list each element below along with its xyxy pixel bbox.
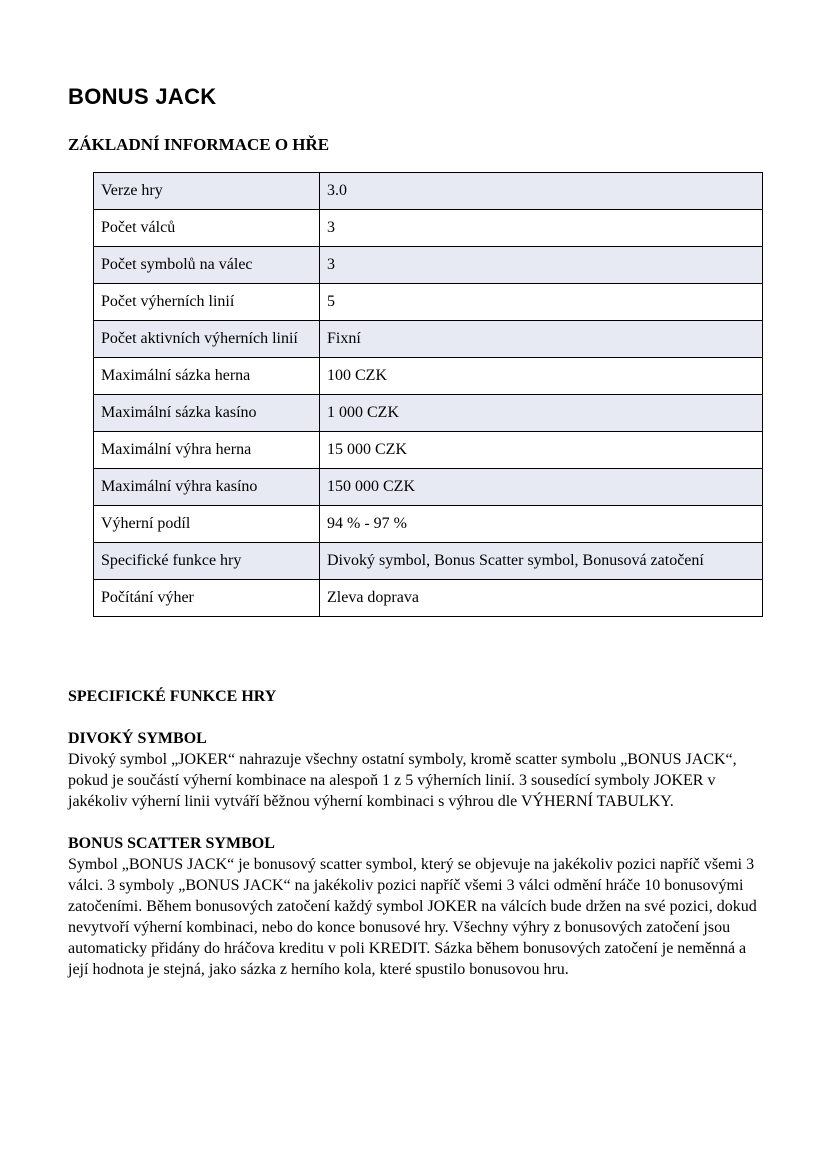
table-row-value: 15 000 CZK	[320, 432, 763, 469]
wild-symbol-paragraph: Divoký symbol „JOKER“ nahrazuje všechny ostatní symboly, kromě scatter symbolu „BONUS JACK“, pokud je součástí výherní kombinace na alespoň 1 z 5 výherních linií. 3 sousedící symboly JOKER v jakékoliv výherní linii vytváří běžnou výherní kombinaci s výhrou dle VÝHERNÍ TABULKY.	[68, 751, 737, 811]
table-row-value: Fixní	[320, 321, 763, 358]
table-row-label: Počet aktivních výherních linií	[94, 321, 320, 358]
table-row-value: 3	[320, 210, 763, 247]
table-row	[94, 580, 763, 617]
table-row	[94, 543, 763, 580]
table-row	[94, 395, 763, 432]
table-row-label: Počet symbolů na válec	[94, 247, 320, 284]
table-row-value: 100 CZK	[320, 358, 763, 395]
wild-symbol-heading: DIVOKÝ SYMBOL	[68, 730, 207, 748]
table-row-label: Maximální sázka herna	[94, 358, 320, 395]
table-row-label: Výherní podíl	[94, 506, 320, 543]
table-row-value: Divoký symbol, Bonus Scatter symbol, Bonusová zatočení	[320, 543, 763, 580]
table-row	[94, 247, 763, 284]
table-row-value: 1 000 CZK	[320, 395, 763, 432]
bonus-scatter-heading: BONUS SCATTER SYMBOL	[68, 835, 275, 853]
table-row	[94, 506, 763, 543]
table-row	[94, 321, 763, 358]
table-row	[94, 469, 763, 506]
table-row	[94, 358, 763, 395]
wild-symbol-section	[68, 728, 763, 812]
table-row	[94, 173, 763, 210]
table-row-label: Počítání výher	[94, 580, 320, 617]
game-info-table	[93, 172, 763, 617]
table-row-value: 94 % - 97 %	[320, 506, 763, 543]
table-row	[94, 210, 763, 247]
table-row	[94, 432, 763, 469]
bonus-scatter-paragraph: Symbol „BONUS JACK“ je bonusový scatter symbol, který se objevuje na jakékoliv pozici napříč všemi 3 válci. 3 symboly „BONUS JACK“ na jakékoliv pozici napříč všemi 3 válci odmění hráče 10 bonusovými zatočeními. Během bonusových zatočení každý symbol JOKER na válcích bude držen na své pozici, dokud nevytvoří výherní kombinaci, nebo do konce bonusové hry. Všechny výhry z bonusových zatočení jsou automaticky přidány do hráčova kreditu v poli KREDIT. Sázka během bonusových zatočení je neměnná a její hodnota je stejná, jako sázka z herního kola, které spustilo bonusovou hru.	[68, 856, 757, 979]
bonus-scatter-section	[68, 833, 763, 980]
table-row-value: Zleva doprava	[320, 580, 763, 617]
table-row-value: 3	[320, 247, 763, 284]
table-row-label: Verze hry	[94, 173, 320, 210]
table-row-label: Maximální sázka kasíno	[94, 395, 320, 432]
specific-features-heading: SPECIFICKÉ FUNKCE HRY	[68, 688, 277, 706]
table-row-value: 5	[320, 284, 763, 321]
table-row-label: Maximální výhra kasíno	[94, 469, 320, 506]
table-row-label: Specifické funkce hry	[94, 543, 320, 580]
basic-info-heading: ZÁKLADNÍ INFORMACE O HŘE	[68, 135, 330, 154]
table-row-label: Maximální výhra herna	[94, 432, 320, 469]
table-row-value: 3.0	[320, 173, 763, 210]
page-title: BONUS JACK	[68, 84, 217, 109]
table-row	[94, 284, 763, 321]
table-row-label: Počet válců	[94, 210, 320, 247]
table-row-value: 150 000 CZK	[320, 469, 763, 506]
table-row-label: Počet výherních linií	[94, 284, 320, 321]
